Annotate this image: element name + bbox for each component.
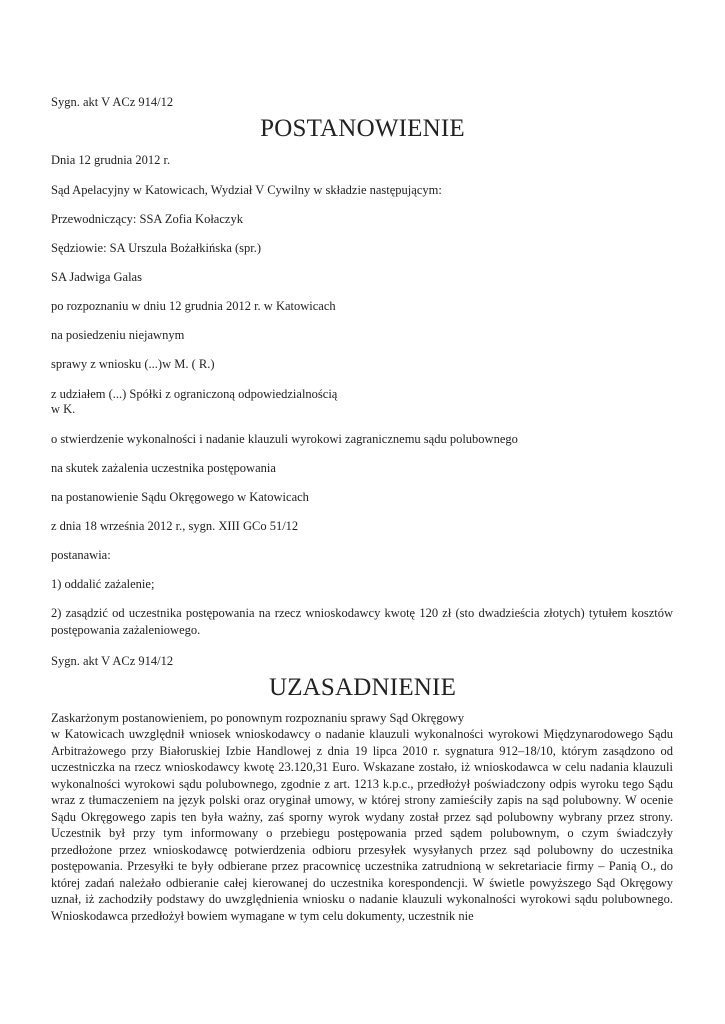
document-title: POSTANOWIENIE (260, 115, 465, 142)
judges-line-1: Sędziowie: SA Urszula Bożałkińska (spr.) (51, 241, 262, 255)
session-type: na posiedzeniu niejawnym (51, 328, 185, 342)
court-composition: Sąd Apelacyjny w Katowicach, Wydział V Cywilny w składzie następującym: (51, 183, 442, 197)
justification-first-line: Zaskarżonym postanowieniem, po ponownym rozpoznaniu sprawy Sąd Okręgowy (51, 711, 465, 725)
judges-line-2: SA Jadwiga Galas (51, 270, 142, 284)
justification-paragraph: w Katowicach uwzględnił wniosek wnioskodawcy o nadanie klauzuli wykonalności wyrokowi Międzynarodowego Sądu Arbitrażowego przy Białoruskiej Izbie Handlowej z dnia 19 lipca 2010 r. sygnatura 912–18/10, którym zasądzono od uczestniczka na rzecz wnioskodawcy kwotę 23.120,31 Euro. Wskazane zostało, iż wnioskodawca w celu nadania klauzuli wykonalności wyrokowi sądu polubownego, zgodnie z art. 1213 k.p.c., przedłożył poświadczony odpis wyroku tego Sądu wraz z tłumaczeniem na język polski oraz oryginał umowy, w której strony zamieściły zapis na sąd polubowny. W ocenie Sądu Okręgowego zapis ten była ważny, zaś sporny wyrok wydany został przez sąd polubowny wybrany przez strony. Uczestnik był przy tym informowany o przebiegu postępowania przed sądem polubownym, o czym świadczyły przedłożone przez wnioskodawcę potwierdzenia odbioru przesyłek wysyłanych przez sąd polubowny do uczestnika postępowania. Przesyłki te były odbierane przez pracownicę uczestnika zatrudnioną w sekretariacie firmy – Panią O., do której zadań należało odbieranie całej kierowanej do uczestnika korespondencji. W świetle powyższego Sąd Okręgowy uznał, iż zachodziły podstawy do uwzględnienia wniosku o nadanie klauzuli wykonalności wyrokowi sądu polubownego. Wnioskodawca przedłożył bowiem wymagane w tym celu dokumenty, uczestnik nie (51, 727, 673, 923)
ruling-point-1: 1) oddalić zażalenie; (51, 577, 155, 591)
presiding-judge: Przewodniczący: SSA Zofia Kołaczyk (51, 212, 243, 226)
decision-date: Dnia 12 grudnia 2012 r. (51, 153, 171, 167)
justification-case-number: Sygn. akt V ACz 914/12 (51, 654, 174, 668)
case-subject: o stwierdzenie wykonalności i nadanie klauzuli wyrokowi zagranicznemu sądu polubownego (51, 432, 518, 446)
case-number: Sygn. akt V ACz 914/12 (51, 95, 174, 109)
justification-title: UZASADNIENIE (268, 674, 457, 701)
appealed-ruling: na postanowienie Sądu Okręgowego w Katowicach (51, 490, 309, 504)
participant-line-2: w K. (51, 402, 76, 416)
appeal-basis: na skutek zażalenia uczestnika postępowania (51, 461, 276, 475)
hearing-info: po rozpoznaniu w dniu 12 grudnia 2012 r. w Katowicach (51, 299, 336, 313)
rules-heading: postanawia: (51, 548, 111, 562)
ruling-point-2: 2) zasądzić od uczestnika postępowania na rzecz wnioskodawcy kwotę 120 zł (sto dwadzieścia złotych) tytułem kosztów postępowania zażaleniowego. (51, 606, 673, 637)
participant-line-1: z udziałem (...) Spółki z ograniczoną odpowiedzialnością (51, 387, 338, 401)
case-of: sprawy z wniosku (...)w M. ( R.) (51, 357, 215, 371)
appealed-ruling-date: z dnia 18 września 2012 r., sygn. XIII GCo 51/12 (51, 519, 299, 533)
